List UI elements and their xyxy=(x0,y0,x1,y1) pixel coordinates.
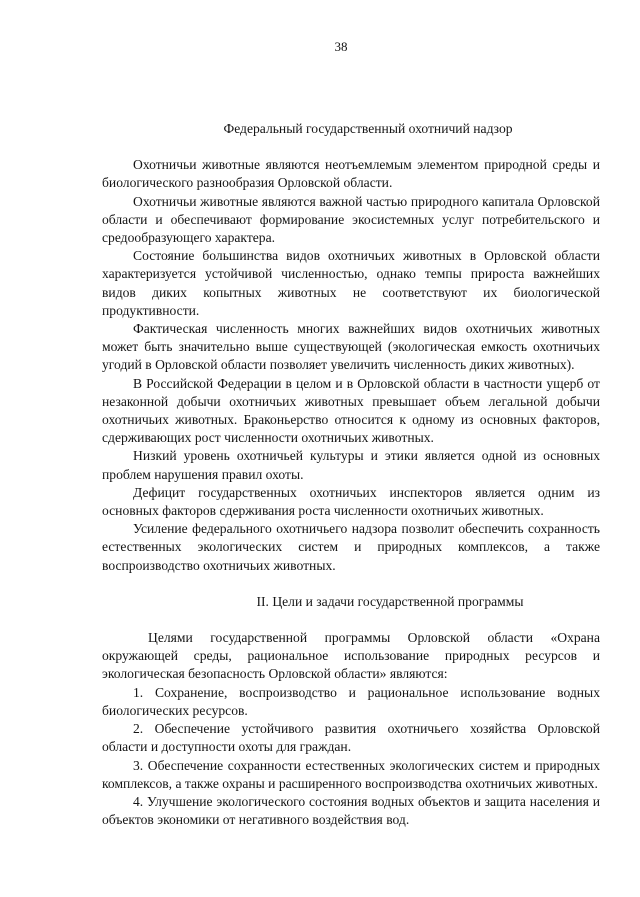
paragraph: Состояние большинства видов охотничьих животных в Орловской области характеризуется устойчивой численностью, однако темпы прироста важнейших видов диких копытных животных не соответствуют их биологической продуктивности. xyxy=(102,248,600,318)
list-item-goal-3: 3. Обеспечение сохранности естественных экологических систем и природных комплексов, а также охраны и расширенного воспроизводства охотничьих животных. xyxy=(102,757,600,791)
list-item-goal-1: 1. Сохранение, воспроизводство и рациональное использование водных биологических ресурсов. xyxy=(102,684,600,718)
paragraph: Охотничьи животные являются важной частью природного капитала Орловской области и обеспечивают формирование экосистемных услуг потребительского и средообразующего характера. xyxy=(102,193,600,246)
section-heading-hunting-supervision: Федеральный государственный охотничий надзор xyxy=(223,121,513,136)
paragraph: Низкий уровень охотничьей культуры и этики является одной из основных проблем нарушения правил охоты. xyxy=(102,448,600,482)
paragraph: Целями государственной программы Орловской области «Охрана окружающей среды, рациональное использование природных ресурсов и экологическая безопасность Орловской области» являются: xyxy=(102,630,600,682)
paragraph: В Российской Федерации в целом и в Орловской области в частности ущерб от незаконной добычи охотничьих животных превышает объем легальной добычи охотничьих животных. Браконьерство относится к одному из основных факторов, сдерживающих рост численности охотничьих животных. xyxy=(102,375,600,446)
paragraph: Фактическая численность многих важнейших видов охотничьих животных может быть значительно выше существующей (экологическая емкость охотничьих угодий в Орловской области позволяет увеличить численность диких животных). xyxy=(102,321,600,373)
list-item-goal-4: 4. Улучшение экологического состояния водных объектов и защита населения и объектов экономики от негативного воздействия вод. xyxy=(102,793,600,828)
paragraph: Дефицит государственных охотничьих инспекторов является одним из основных факторов сдерживания роста численности охотничьих животных. xyxy=(102,484,600,519)
page-number: 38 xyxy=(334,39,348,54)
section-heading-goals-and-objectives: II. Цели и задачи государственной программы xyxy=(256,593,524,609)
paragraph: Охотничьи животные являются неотъемлемым элементом природной среды и биологического разнообразия Орловской области. xyxy=(102,157,600,191)
document-body xyxy=(102,120,600,829)
list-item-goal-2: 2. Обеспечение устойчивого развития охотничьего хозяйства Орловской области и доступности охоты для граждан. xyxy=(102,721,600,755)
paragraph: Усиление федерального охотничьего надзора позволит обеспечить сохранность естественных экологических систем и природных комплексов, а также воспроизводство охотничьих животных. xyxy=(102,521,600,573)
